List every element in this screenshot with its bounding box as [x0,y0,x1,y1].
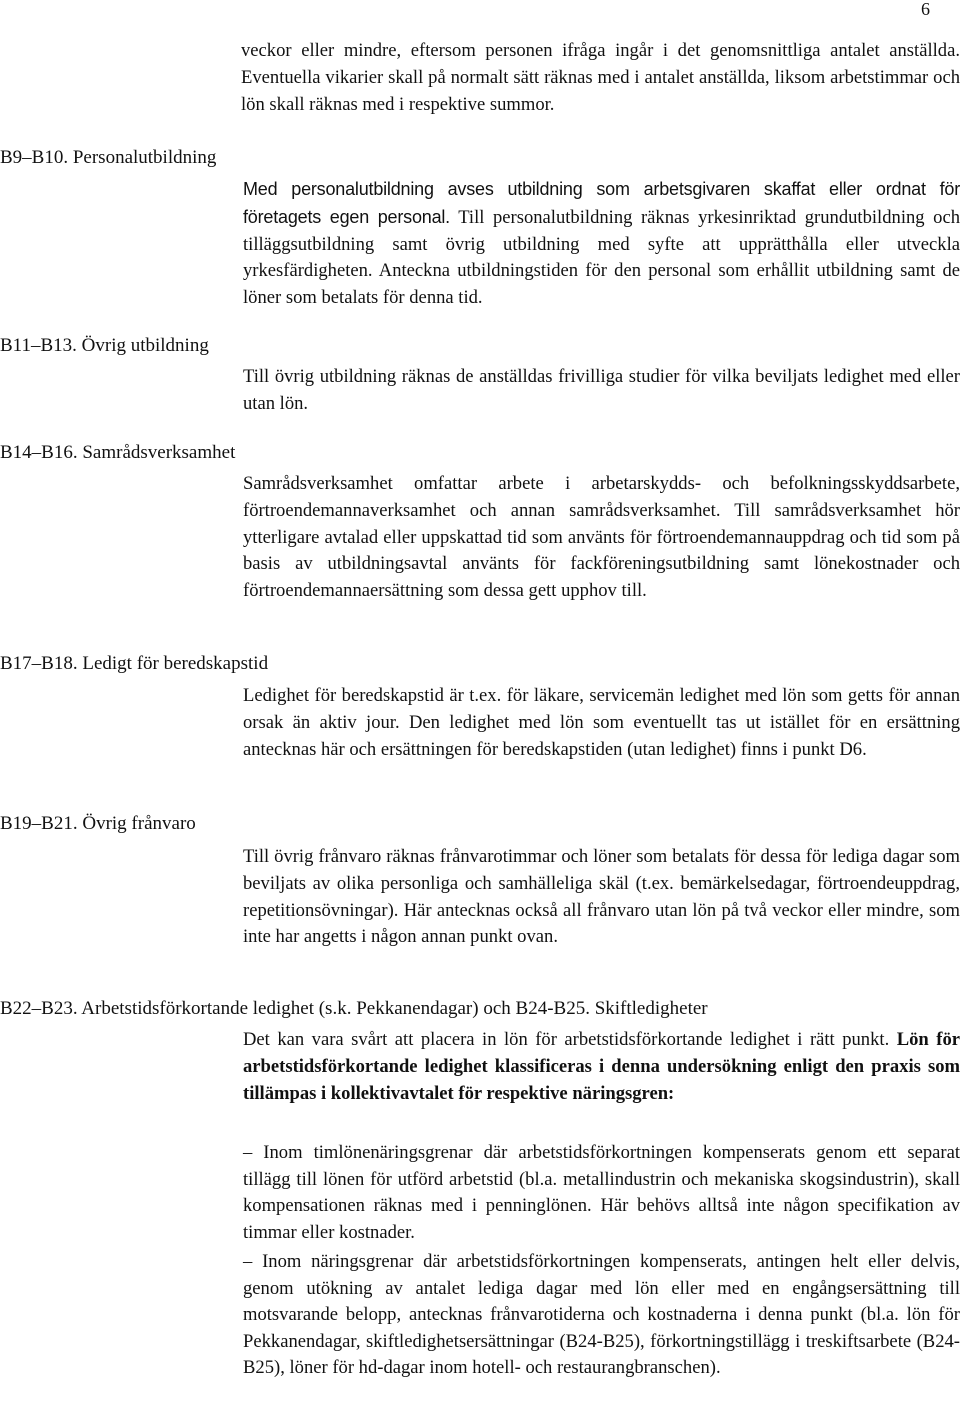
intro-paragraph: veckor eller mindre, eftersom personen ifråga ingår i det genomsnittliga antalet anställda. Eventuella vikarier skall på normalt sätt räknas med i antalet anställda, liksom arbetstimmar och lön skall räknas med i respektive summor. [241,40,960,115]
paragraph-personalutbildning [243,176,960,312]
heading-ovrig-utbildning: B11–B13. Övrig utbildning [0,335,209,356]
paragraph-personalutbildning-part-b: Till personalutbildning räknas yrkesinriktad grundutbildning och tilläggsutbildning samt övrig utbildning med syfte att upprätthålla eller utveckla yrkesfärdigheten. Anteckna utbildningstiden för den personal som erhållit utbildning samt de löner som betalats för denna tid. [243,206,960,309]
paragraph-arbetstidsforkortande-plain: Det kan vara svårt att placera in lön för arbetstidsförkortande ledighet i rätt punkt. [243,1029,897,1050]
list-item-timlonenaringsgrenar: – Inom timlönenäringsgrenar där arbetstidsförkortningen kompenserats genom ett separat tillägg till lönen för utförd arbetstid (bl.a. metallindustrin och mekaniska skogsindustrin), skall kompensationen räknas med i penninglönen. Här behövs alltså inte någon specifikation av timmar eller kostnader. [243,1142,960,1243]
heading-personalutbildning: B9–B10. Personalutbildning [0,147,217,168]
list-item-naringsgrenar: – Inom näringsgrenar där arbetstidsförkortningen kompenserats, antingen helt eller delvis, genom utökning av antalet lediga dagar med lön eller med en engångsersättning till motsvarande belopp, antecknas frånvarotiderna och kostnaderna i denna punkt (bl.a. lön för Pekkanendagar, skiftledighetsersättningar (B24-B25), förkortningstillägg i treskiftsarbete (B24-B25), löner för hd-dagar inom hotell- och restaurangbranschen). [243,1251,960,1378]
paragraph-samradsverksamhet: Samrådsverksamhet omfattar arbete i arbetarskydds- och befolkningsskyddsarbete, förtroendemannaverksamhet och annan samrådsverksamhet. Till samrådsverksamhet hör ytterligare avtalad eller uppskattad tid som använts för förtroendemannauppdrag och tid som på basis av utbildningsavtal använts för fackföreningsutbildning samt lönekostnader och förtroendemannaersättning som dessa gett upphov till. [243,473,960,602]
page-number: 6 [921,0,930,19]
heading-samradsverksamhet: B14–B16. Samrådsverksamhet [0,442,236,463]
heading-ovrig-franvaro: B19–B21. Övrig frånvaro [0,813,196,834]
paragraph-beredskapstid: Ledighet för beredskapstid är t.ex. för läkare, servicemän ledighet med lön som getts för annan orsak än aktiv jour. Den ledighet med lön som eventuellt tas ut istället för en ersättning antecknas här och ersättningen för beredskapstiden (utan ledighet) finns i punkt D6. [243,685,960,760]
paragraph-ovrig-utbildning: Till övrig utbildning räknas de anställdas frivilliga studier för vilka beviljats ledighet med eller utan lön. [243,366,960,414]
paragraph-arbetstidsforkortande-bold: Lön för arbetstidsförkortande ledighet klassificeras i denna undersökning enligt den praxis som tillämpas i kollektivavtalet för respektive näringsgren: [243,1029,960,1104]
paragraph-personalutbildning-part-a: Med personalutbildning avses utbildning som arbetsgivaren skaffat eller ordnat för företagets egen personal. [243,179,960,227]
paragraph-ovrig-franvaro: Till övrig frånvaro räknas frånvarotimmar och löner som betalats för dessa för lediga dagar som beviljats av olika personliga och samhälleliga skäl (t.ex. bemärkelsedagar, förtroendeuppdrag, repetitionsövningar). Här antecknas också all frånvaro utan lön på två veckor eller mindre, som inte har angetts i någon annan punkt ovan. [243,846,960,948]
heading-beredskapstid: B17–B18. Ledigt för beredskapstid [0,653,269,674]
heading-arbetstidsforkortande: B22–B23. Arbetstidsförkortande ledighet (s.k. Pekkanendagar) och B24-B25. Skiftledigheter [0,998,708,1019]
paragraph-arbetstidsforkortande [243,1027,960,1107]
